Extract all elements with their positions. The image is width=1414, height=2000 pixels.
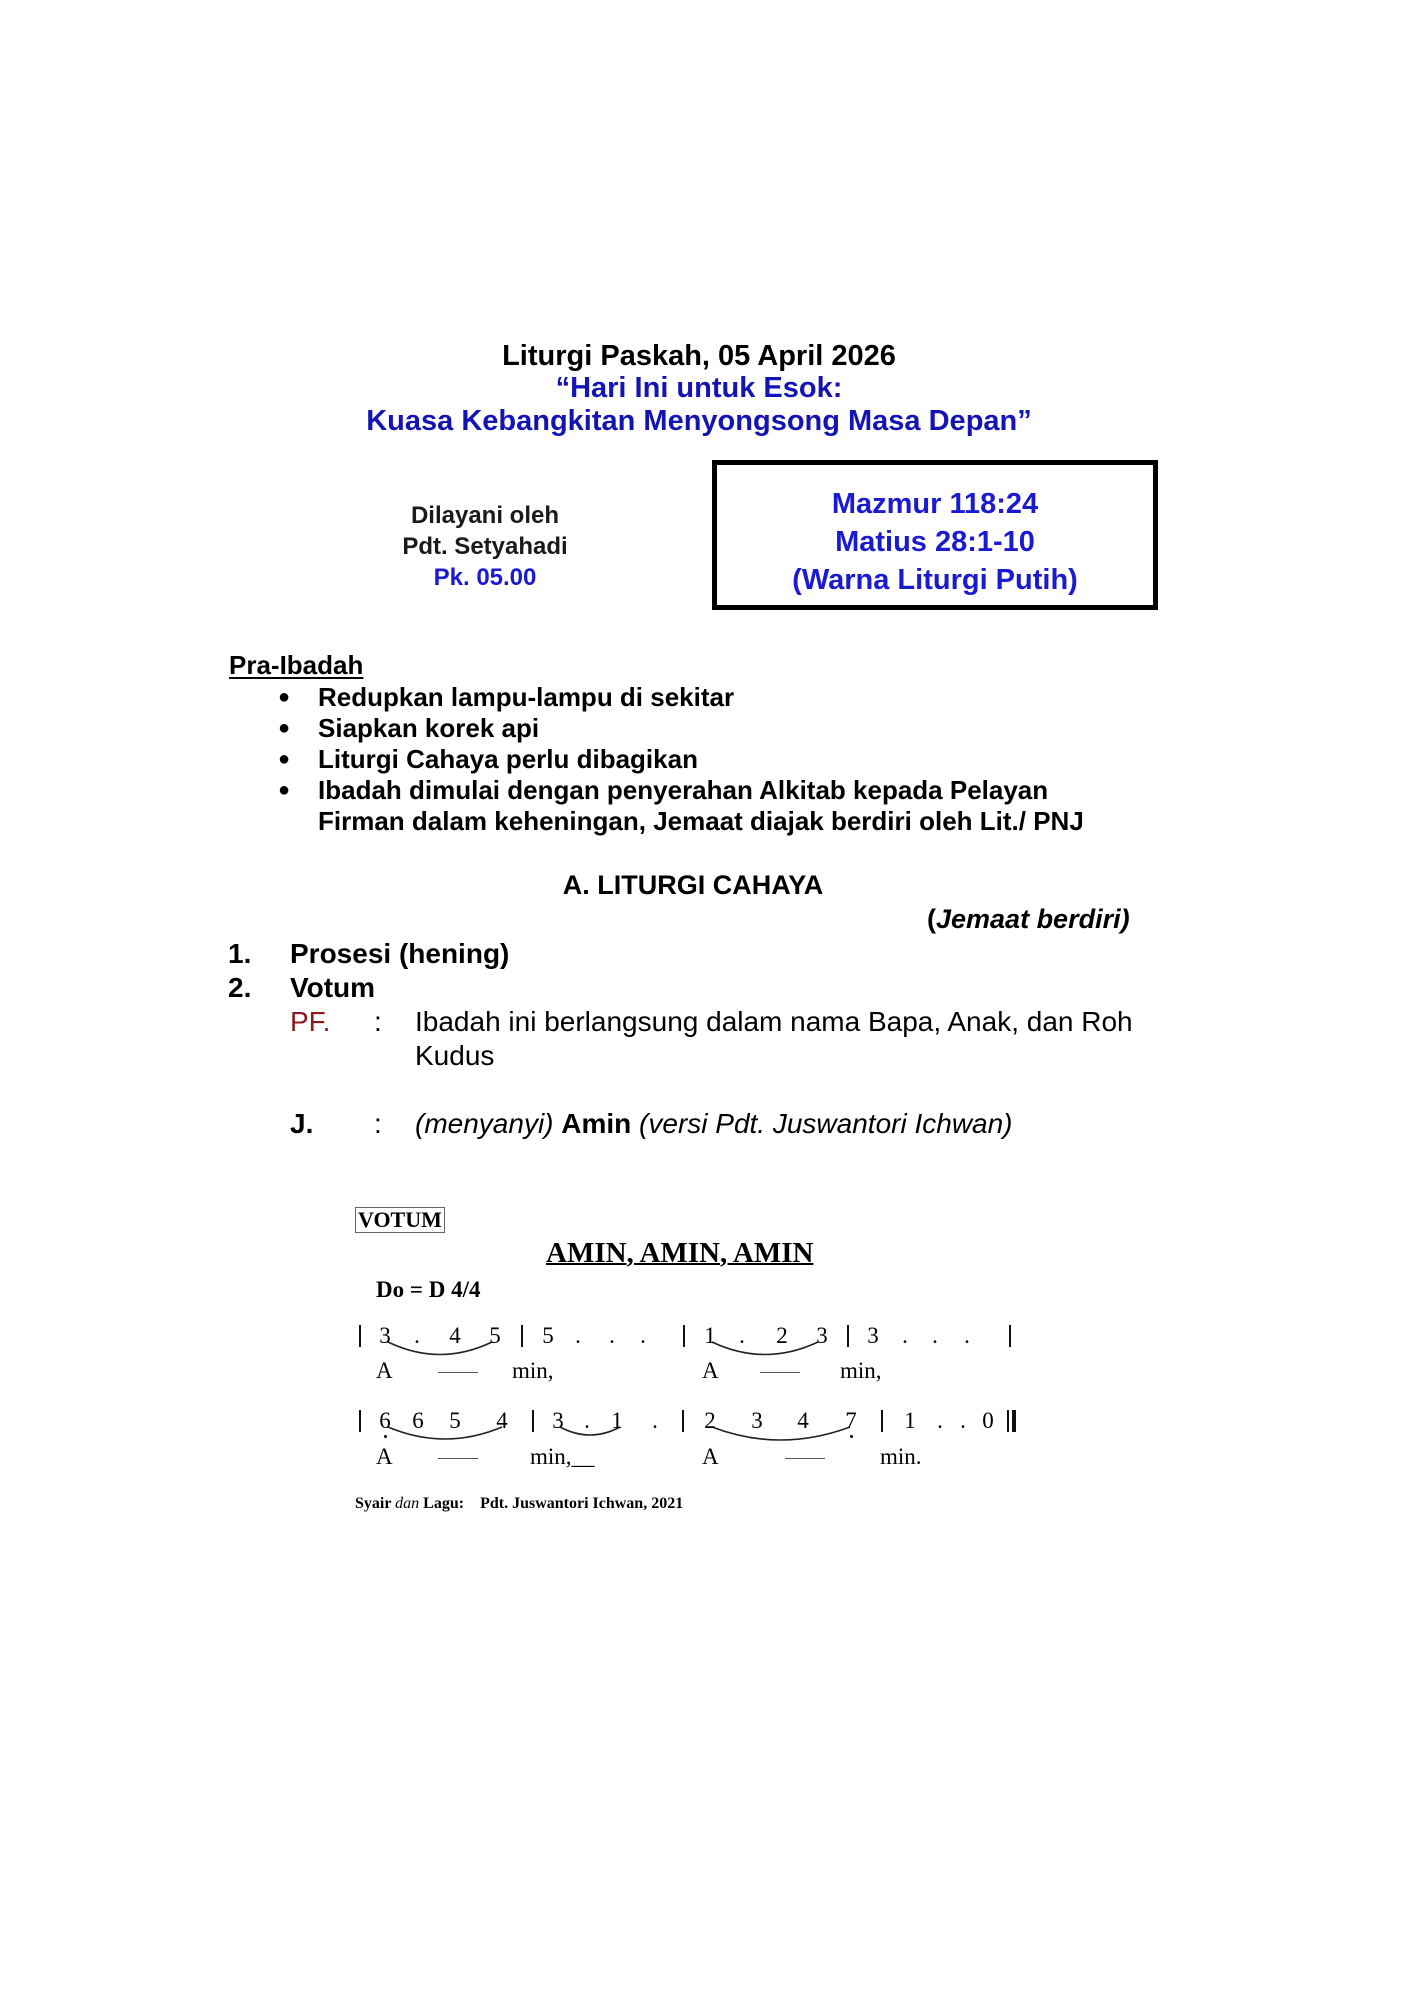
note: 3 [867,1323,879,1348]
final-bar-thin [1007,1410,1009,1432]
note: . [964,1323,970,1348]
slur [388,1427,502,1439]
note: 1 [611,1408,623,1433]
note: 5 [542,1323,554,1348]
theme-line-1: “Hari Ini untuk Esok: [555,372,843,404]
credit-and: dan [395,1495,420,1512]
pf-text-line-2: Kudus [415,1040,495,1071]
note: 1 [904,1408,916,1433]
list-item-text: Redupkan lampu-lampu di sekitar [318,682,735,712]
note: 3 [816,1323,828,1348]
final-bar-thick [1012,1410,1016,1432]
item-votum: Votum [290,972,376,1003]
slur [388,1342,492,1355]
readings-box [712,460,1158,610]
lyric-extender [760,1372,800,1373]
note: . [609,1323,615,1348]
lyric: A [376,1444,393,1469]
lyric-extender [785,1458,825,1459]
votum-box-label: VOTUM [355,1207,445,1233]
credit-author: Pdt. Juswantori Ichwan, 2021 [480,1495,684,1512]
j-version: (versi Pdt. Juswantori Ichwan) [639,1108,1013,1139]
list-item [270,744,1084,775]
bar-line [359,1325,361,1347]
song-credit [355,1495,683,1513]
lower-octave-dot [384,1435,387,1438]
section-heading: A. LITURGI CAHAYA [562,870,824,900]
note: 2 [704,1408,716,1433]
lyric: min, [512,1358,554,1383]
bullet-icon: ● [278,717,291,739]
key-signature: Do = D 4/4 [376,1277,481,1302]
item-number: 1. [228,938,252,969]
credit-music: Lagu: [423,1495,465,1512]
pre-service-list [270,682,1084,837]
posture-paren: ( [927,904,936,934]
note: . [937,1408,943,1433]
posture-instruction [927,904,1130,935]
credit-lyrics: Syair [355,1495,392,1512]
role-pf: PF. [290,1006,331,1037]
note: . [652,1408,658,1433]
note: 1 [704,1323,716,1348]
note: 5 [449,1408,461,1433]
bar-line [359,1410,361,1432]
liturgical-color: (Warna Liturgi Putih) [792,564,1078,596]
j-instruction: (menyanyi) [415,1108,554,1139]
served-by-label: Dilayani oleh [410,502,560,529]
colon: : [374,1108,382,1139]
list-item [270,682,1084,713]
lyric-extender [438,1458,478,1459]
song-title: AMIN, AMIN, AMIN [546,1237,814,1269]
j-text [415,1108,1013,1140]
list-item-text: Siapkan korek api [318,713,540,743]
pre-service-label: Pra-Ibadah [229,650,364,680]
note: . [584,1408,590,1433]
list-item-text: Firman dalam keheningan, Jemaat diajak berdiri oleh Lit./ PNJ [318,806,1084,836]
lower-octave-dot [850,1435,853,1438]
bar-line [521,1325,523,1347]
note: . [575,1323,581,1348]
lyric: min. [880,1444,922,1469]
note: . [960,1408,966,1433]
slur-marks [340,1195,1040,1535]
lyric: min,__ [530,1444,595,1469]
note: 3 [552,1408,564,1433]
served-by-block [380,500,590,593]
liturgy-title: Liturgi Paskah, 05 April 2026 [502,340,896,372]
item-number: 2. [228,972,252,1003]
list-item-text: Ibadah dimulai dengan penyerahan Alkitab kepada Pelayan [318,775,1049,805]
bar-line [847,1325,849,1347]
minister-name: Pdt. Setyahadi [402,533,568,560]
note: 7 [845,1408,857,1433]
list-item-continuation [270,806,1084,837]
list-item [270,713,1084,744]
bar-line [532,1410,534,1432]
note: 4 [449,1323,461,1348]
note: 4 [496,1408,508,1433]
music-score [340,1195,1040,1535]
j-song: Amin [561,1108,632,1139]
note: 3 [379,1323,391,1348]
gospel-reading: Matius 28:1-10 [835,526,1035,558]
lyric-extender [438,1372,478,1373]
note: . [902,1323,908,1348]
posture-text: Jemaat berdiri) [936,904,1130,934]
psalm-reading: Mazmur 118:24 [831,488,1039,520]
note: . [932,1323,938,1348]
lyric: A [376,1358,393,1383]
note: . [739,1323,745,1348]
lyric: A [702,1358,719,1383]
note: 4 [797,1408,809,1433]
pf-text-line-1: Ibadah ini berlangsung dalam nama Bapa, Anak, dan Roh [415,1006,1133,1037]
bar-line [682,1410,684,1432]
list-item-text: Liturgi Cahaya perlu dibagikan [318,744,698,774]
note: 0 [982,1408,994,1433]
bar-line [1009,1325,1011,1347]
lyric: A [702,1444,719,1469]
note: 5 [489,1323,501,1348]
note: 6 [379,1408,391,1433]
role-j: J. [290,1108,314,1139]
service-time: Pk. 05.00 [433,564,537,591]
note: 3 [751,1408,763,1433]
bullet-icon: ● [278,748,291,770]
slur [712,1342,818,1355]
note: . [640,1323,646,1348]
note: . [414,1323,420,1348]
theme-line-2: Kuasa Kebangkitan Menyongsong Masa Depan” [366,405,1032,437]
slur [712,1427,850,1440]
list-item [270,775,1084,806]
item-prosesi: Prosesi (hening) [290,938,510,969]
note: 2 [776,1323,788,1348]
bar-line [683,1325,685,1347]
colon: : [374,1006,382,1037]
bullet-icon: ● [278,686,291,708]
note: 6 [412,1408,424,1433]
bar-line [881,1410,883,1432]
bullet-icon: ● [278,779,291,801]
lyric: min, [840,1358,882,1383]
